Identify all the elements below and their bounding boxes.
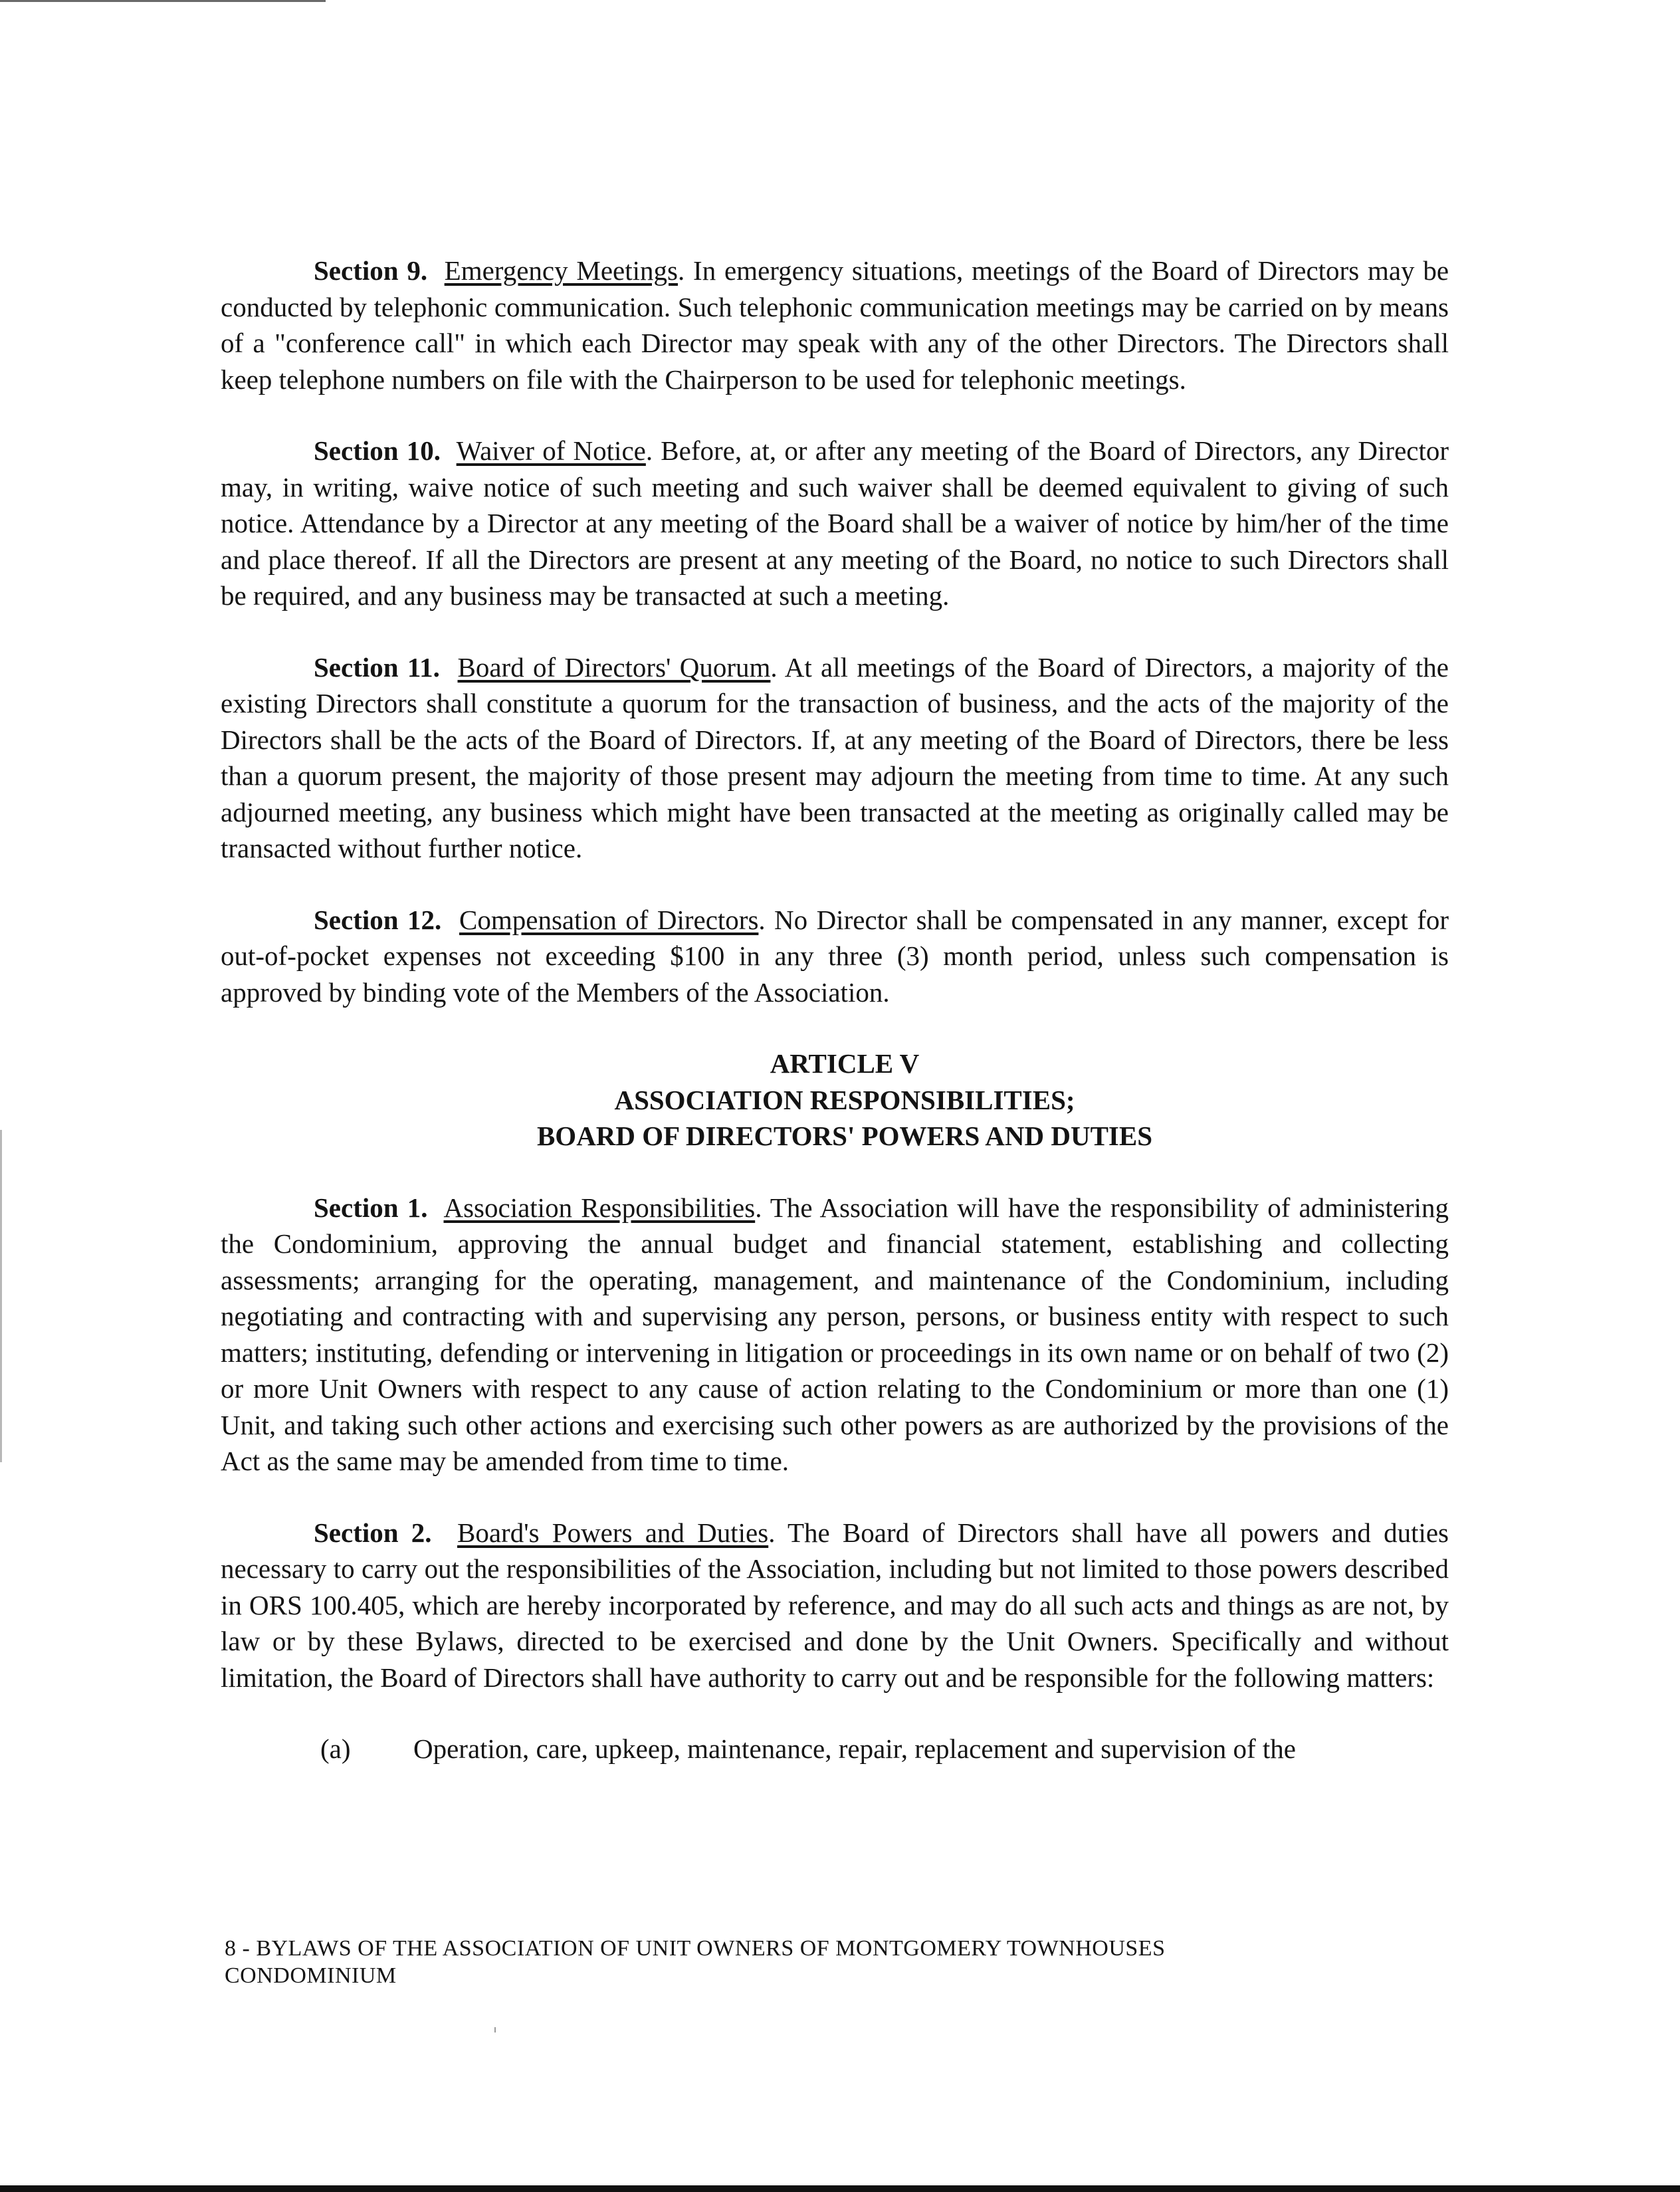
section-body: . In emergency situations, meetings of the Board of Directors may be conducted by telephonic communication. Such telephonic communication meetings may be carried on by means of a "conference call" in which each Director may speak with any of the other Directors. The Directors shall keep telephone numbers on file with the Chairperson to be used for telephonic meetings. (221, 255, 1449, 395)
section-2-paragraph (221, 1515, 1449, 1696)
article-heading (221, 1045, 1449, 1154)
section-10-paragraph (221, 433, 1449, 614)
section-number: Section 1. (314, 1192, 428, 1223)
footer-line-2: CONDOMINIUM (225, 1963, 397, 1988)
section-title: Board of Directors' Quorum (457, 651, 771, 683)
scan-edge-bottom (0, 2185, 1680, 2192)
section-11-paragraph (221, 649, 1449, 867)
section-9-paragraph (221, 253, 1449, 397)
article-title-line-1: ASSOCIATION RESPONSIBILITIES; (614, 1084, 1075, 1115)
section-number: Section 9. (314, 255, 428, 286)
section-number: Section 11. (314, 651, 440, 683)
section-number: Section 2. (314, 1517, 432, 1548)
section-body: . No Director shall be compensated in any manner, except for out-of-pocket expenses not exceeding $100 in any three (3) month period, unless such compensation is approved by binding vote of the Members of the Association. (221, 904, 1449, 1008)
page-body (221, 253, 1449, 1767)
section-title: Compensation of Directors (459, 904, 759, 935)
list-item-text: Operation, care, upkeep, maintenance, repair, replacement and supervision of the (413, 1733, 1296, 1764)
list-item-label: (a) (320, 1733, 351, 1764)
section-number: Section 12. (314, 904, 442, 935)
section-body: . The Association will have the responsibility of administering the Condominium, approving the annual budget and financial statement, establishing and collecting assessments; arranging for the operating, management, and maintenance of the Condominium, including negotiating and contracting with and supervising any person, persons, or business entity with respect to such matters; instituting, defending or intervening in litigation or proceedings in its own name or on behalf of two (2) or more Unit Owners with respect to any cause of action relating to the Condominium or more than one (1) Unit, and taking such other actions and exercising such other powers as are authorized by the provisions of the Act as the same may be amended from time to time. (221, 1192, 1449, 1476)
section-title: Board's Powers and Duties (457, 1517, 769, 1548)
section-body: . The Board of Directors shall have all powers and duties necessary to carry out the responsibilities of the Association, including but not limited to those powers described in ORS 100.405, which are hereby incorporated by reference, and may do all such acts and things as are not, by law or by these Bylaws, directed to be exercised and done by the Unit Owners. Specifically and without limitation, the Board of Directors shall have authority to carry out and be responsible for the following matters: (221, 1517, 1449, 1693)
page-footer (225, 1935, 1354, 1989)
section-title: Waiver of Notice (456, 435, 646, 466)
list-item-a (221, 1731, 1449, 1767)
scan-edge-left (0, 1130, 2, 1462)
section-body: . At all meetings of the Board of Directors, a majority of the existing Directors shall constitute a quorum for the transaction of business, and the acts of the majority of the Directors shall be the acts of the Board of Directors. If, at any meeting of the Board of Directors, there be less than a quorum present, the majority of those present may adjourn the meeting from time to time. At any such adjourned meeting, any business which might have been transacted at the meeting as originally called may be transacted without further notice. (221, 651, 1449, 863)
scan-speck (494, 2027, 496, 2032)
section-title: Emergency Meetings (444, 255, 678, 286)
section-title: Association Responsibilities (443, 1192, 756, 1223)
section-12-paragraph (221, 902, 1449, 1011)
footer-line-1: 8 - BYLAWS OF THE ASSOCIATION OF UNIT OWNERS OF MONTGOMERY TOWNHOUSES (225, 1936, 1166, 1961)
section-number: Section 10. (314, 435, 441, 466)
article-number: ARTICLE V (770, 1048, 920, 1079)
scan-edge-top (0, 0, 326, 2)
section-body: . Before, at, or after any meeting of the Board of Directors, any Director may, in writing, waive notice of such meeting and such waiver shall be deemed equivalent to giving of such notice. Attendance by a Director at any meeting of the Board shall be a waiver of notice by him/her of the time and place thereof. If all the Directors are present at any meeting of the Board, no notice to such Directors shall be required, and any business may be transacted at such a meeting. (221, 435, 1449, 611)
section-1-paragraph (221, 1190, 1449, 1480)
article-title-line-2: BOARD OF DIRECTORS' POWERS AND DUTIES (536, 1121, 1153, 1151)
